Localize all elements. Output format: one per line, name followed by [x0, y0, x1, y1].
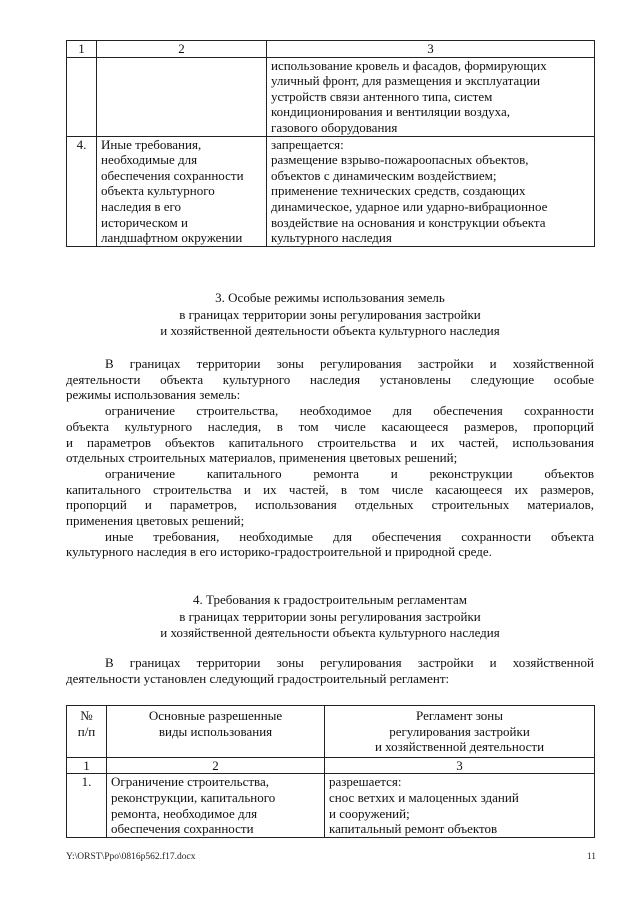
cell-text: использование кровель и фасадов, формирующих: [271, 57, 547, 73]
header-cell: 3: [267, 41, 595, 58]
paragraph-line: режимы использования земель:: [66, 387, 241, 403]
cell-text: применение технических средств, создающих: [271, 183, 526, 199]
paragraph-line: культурного наследия в его историко-градостроительной и природной среде.: [66, 544, 492, 560]
page-number: 11: [586, 852, 596, 862]
header-text: виды использования: [158, 723, 273, 739]
table-cell: [325, 774, 595, 837]
cell-text: воздействие на основания и конструкции объекта: [271, 214, 546, 230]
row-number: 1.: [67, 774, 107, 837]
header-cell: 1: [67, 757, 107, 774]
cell-text: объекта культурного: [101, 183, 215, 199]
table-header-row: [67, 706, 595, 758]
heading-line: и хозяйственной деятельности объекта культурного наследия: [160, 625, 500, 640]
cell-text: обеспечения сохранности: [101, 167, 244, 183]
cell-text: объектов с динамическим воздействием;: [271, 167, 497, 183]
cell-text: культурного наследия: [271, 230, 392, 246]
row-number: 4.: [67, 136, 97, 246]
table-header-row: [67, 41, 595, 58]
cell-text: разрешается:: [329, 774, 402, 790]
table-row: [67, 136, 595, 246]
header-text: и хозяйственной деятельности: [374, 739, 545, 755]
header-cell: [67, 706, 107, 758]
regulation-table-continued: [66, 40, 595, 247]
header-text: п/п: [77, 723, 96, 739]
cell-text: размещение взрыво-пожароопасных объектов,: [271, 152, 529, 168]
paragraph-line: деятельности объекта культурного наследия установлены следующие особые: [66, 371, 594, 387]
cell-text: кондиционирования и вентиляции воздуха,: [271, 104, 511, 120]
header-cell: [325, 706, 595, 758]
table-cell: [67, 57, 97, 136]
header-cell: 1: [67, 41, 97, 58]
paragraph-line: ограничение строительства, необходимое для обеспечения сохранности: [105, 403, 594, 419]
section-3-heading: [66, 290, 594, 340]
table-cell: [267, 136, 595, 246]
cell-text: Иные требования,: [101, 136, 202, 152]
cell-text: капитальный ремонт объектов: [329, 821, 498, 837]
table-cell: [97, 136, 267, 246]
heading-line: в границах территории зоны регулирования застройки: [179, 306, 481, 322]
paragraph-line: В границах территории зоны регулирования застройки и хозяйственной: [105, 356, 594, 371]
paragraph-line: иные требования, необходимые для обеспечения сохранности объекта: [105, 528, 594, 544]
cell-text: Ограничение строительства,: [111, 774, 270, 790]
heading-line: в границах территории зоны регулирования застройки: [179, 608, 481, 624]
cell-text: ремонта, необходимое для: [111, 805, 258, 821]
cell-text: устройств связи антенного типа, систем: [271, 88, 493, 104]
cell-text: уличный фронт, для размещения и эксплуатации: [271, 73, 541, 89]
paragraph-line: пропорций и параметров, использования отдельных строительных материалов,: [66, 497, 594, 513]
cell-text: ландшафтном окружении: [101, 230, 243, 246]
header-cell: 3: [325, 757, 595, 774]
paragraph-line: ограничение капитального ремонта и реконструкции объектов: [105, 465, 594, 481]
heading-line: 4. Требования к градостроительным регламентам: [193, 592, 467, 607]
heading-line: и хозяйственной деятельности объекта культурного наследия: [160, 323, 500, 338]
paragraph-line: отдельных строительных материалов, применения цветовых решений;: [66, 450, 458, 466]
cell-text: динамическое, ударное или ударно-вибрационное: [271, 198, 548, 214]
cell-text: и сооружений;: [329, 805, 410, 821]
section-3-text: [66, 356, 594, 560]
header-text: Основные разрешенные: [148, 708, 283, 723]
section-4-heading: [66, 592, 594, 642]
header-cell: 2: [97, 41, 267, 58]
paragraph-line: и параметров объектов капитального строительства и их частей, использования: [66, 434, 594, 450]
paragraph-line: объекта культурного наследия, в том числе касающееся размеров, пропорций: [66, 418, 594, 434]
heading-line: 3. Особые режимы использования земель: [215, 290, 445, 305]
paragraph-line: капитального строительства и их частей, в том числе касающееся их размеров,: [66, 481, 594, 497]
urban-regulation-table: [66, 705, 595, 838]
section-4-text: [66, 655, 594, 686]
paragraph-line: деятельности установлен следующий градостроительный регламент:: [66, 670, 450, 686]
cell-text: обеспечения сохранности: [111, 821, 254, 837]
header-cell: [107, 706, 325, 758]
table-row: [67, 57, 595, 136]
table-cell: [267, 57, 595, 136]
header-text: регулирования застройки: [389, 723, 530, 739]
paragraph-line: В границах территории зоны регулирования застройки и хозяйственной: [105, 655, 594, 670]
header-text: №: [80, 708, 93, 723]
paragraph-line: применения цветовых решений;: [66, 513, 245, 529]
cell-text: газового оборудования: [271, 119, 398, 135]
table-row: [67, 774, 595, 837]
table-numbers-row: [67, 757, 595, 774]
header-cell: 2: [107, 757, 325, 774]
header-text: Регламент зоны: [416, 708, 503, 723]
table-cell: [107, 774, 325, 837]
cell-text: запрещается:: [271, 136, 344, 152]
cell-text: снос ветхих и малоценных зданий: [329, 789, 519, 805]
cell-text: реконструкции, капитального: [111, 789, 276, 805]
footer-file-path: Y:\ORST\Ppo\0816p562.f17.docx: [66, 852, 196, 862]
table-cell: [97, 57, 267, 136]
cell-text: наследия в его: [101, 198, 182, 214]
cell-text: историческом и: [101, 214, 188, 230]
cell-text: необходимые для: [101, 152, 198, 168]
